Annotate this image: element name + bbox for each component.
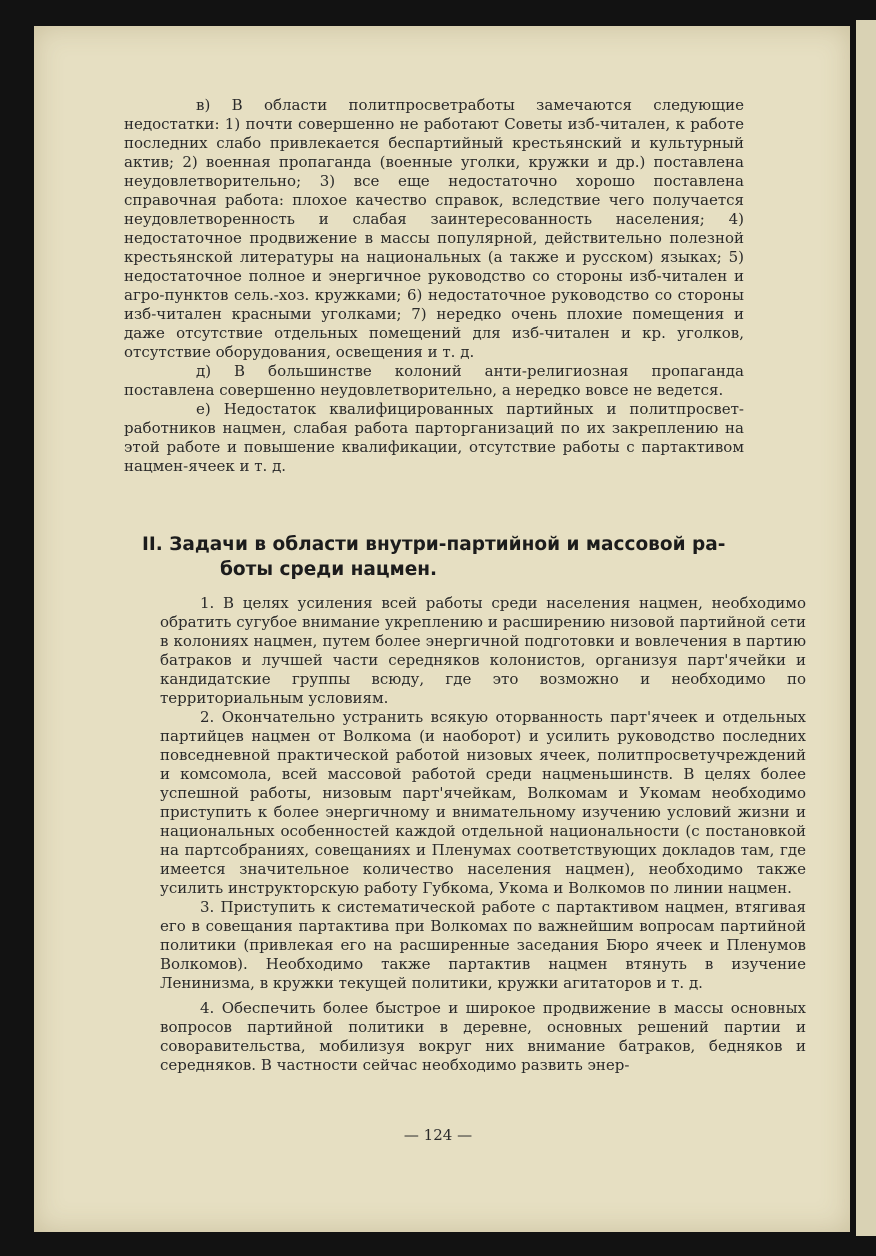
top-section bbox=[124, 96, 744, 476]
section-heading bbox=[142, 532, 730, 582]
paragraph-e-cadres: е) Недостаток квалифицированных партийных и политпросвет-работников нацмен, слабая работа парторганизаций по их закреплению на этой работе и повышение квалификации, отсутствие работы с партактивом нацмен-ячеек и т. д. bbox=[124, 400, 744, 475]
heading-line-1: II. Задачи в области внутри-партийной и массовой ра- bbox=[142, 534, 726, 555]
next-page-edge bbox=[856, 20, 876, 1236]
heading-line-2: боты среди нацмен. bbox=[220, 559, 438, 580]
task-1-paragraph: 1. В целях усиления всей работы среди населения нацмен, необходимо обратить сугубое внимание укреплению и расширению низовой партийной сети в колониях нацмен, путем более энергичной подготовки и вовлечения в партию батраков и лучшей части середняков колонистов, организуя парт'ячейки и кандидатские группы всюду, где это возможно и необходимо по территориальным условиям. bbox=[160, 594, 806, 707]
task-2-paragraph: 2. Окончательно устранить всякую оторванность парт'ячеек и отдельных партийцев нацмен от Волкома (и наоборот) и усилить руководство последних повседневной практической работой низовых ячеек, политпросветучреждений и комсомола, всей массовой работой среди нацменьшинств. В целях более успешной работы, низовым парт'ячейкам, Волкомам и Укомам необходимо приступить к более энергичному и внимательному изучению условий жизни и национальных особенностей каждой отдельной национальности (с постановкой на партсобраниях, совещаниях и Пленумах соответствующих докладов там, где имеется значительное количество населения нацмен), необходимо также усилить инструкторскую работу Губкома, Укома и Волкомов по линии нацмен. bbox=[160, 708, 806, 897]
paragraph-d-antireligious: д) В большинстве колоний анти-религиозная пропаганда поставлена совершенно неудовлетворительно, а нередко вовсе не ведется. bbox=[124, 362, 744, 399]
task-4-paragraph: 4. Обеспечить более быстрое и широкое продвижение в массы основных вопросов партийной политики в деревне, основных решений партии и соворавительства, мобилизуя вокруг них внимание батраков, бедняков и середняков. В частности сейчас необходимо развить энер- bbox=[160, 999, 806, 1074]
page-number: — 124 — bbox=[403, 1126, 473, 1144]
bottom-section bbox=[160, 594, 806, 1075]
task-3-paragraph: 3. Приступить к систематической работе с партактивом нацмен, втягивая его в совещания партактива при Волкомах по важнейшим вопросам партийной политики (привлекая его на расширенные заседания Бюро ячеек и Пленумов Волкомов). Необходимо также партактив нацмен втянуть в изучение Ленинизма, в кружки текущей политики, кружки агитаторов и т. д. bbox=[160, 898, 806, 992]
paragraph-v-politprosvet: в) В области политпросветработы замечаются следующие недостатки: 1) почти совершенно не работают Советы изб-читален, к работе последних слабо привлекается беспартийный крестьянский и культурный актив; 2) военная пропаганда (военные уголки, кружки и др.) поставлена неудовлетворительно; 3) все еще недостаточно хорошо поставлена справочная работа: плохое качество справок, вследствие чего получается неудовлетворенность и слабая заинтересованность населения; 4) недостаточное продвижение в массы популярной, действительно полезной крестьянской литературы на национальных (а также и русском) языках; 5) недостаточное полное и энергичное руководство со стороны изб-читален и агро-пунктов сель.-хоз. кружками; 6) недостаточное руководство со стороны изб-читален красными уголками; 7) нередко очень плохие помещения и даже отсутствие отдельных помещений для изб-читален и кр. уголков, отсутствие оборудования, освещения и т. д. bbox=[124, 96, 744, 361]
